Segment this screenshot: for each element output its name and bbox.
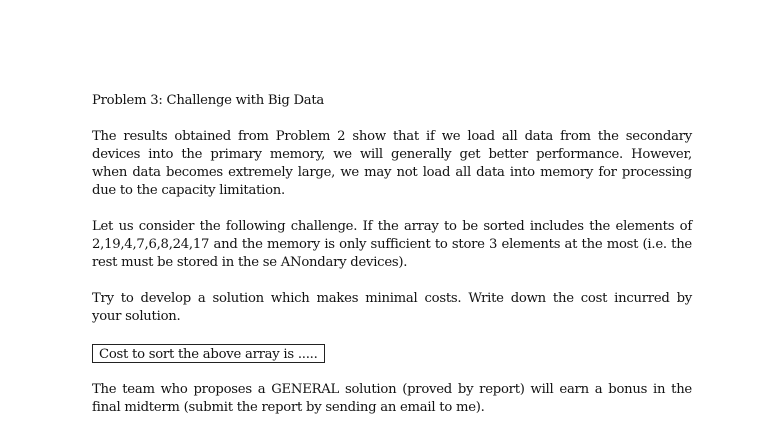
bonus-paragraph: [92, 381, 692, 417]
text-line: 2,19,4,7,6,8,24,17 and the memory is only sufficient to store 3 elements at the most (i.e. the: [92, 237, 692, 252]
text-line: final midterm (submit the report by sending an email to me).: [92, 400, 485, 415]
text-line: Let us consider the following challenge. If the array to be sorted includes the elements of: [92, 219, 692, 234]
text-line: The results obtained from Problem 2 show that if we load all data from the secondary: [92, 129, 692, 144]
text-line: rest must be stored in the se ANondary devices).: [92, 255, 408, 270]
text-line: devices into the primary memory, we will generally get better performance. However,: [92, 147, 692, 162]
text-line: due to the capacity limitation.: [92, 183, 285, 198]
challenge-paragraph: [92, 218, 692, 272]
intro-paragraph: [92, 128, 692, 200]
document-page: [92, 92, 692, 435]
text-line: when data becomes extremely large, we may not load all data into memory for processing: [92, 165, 692, 180]
task-paragraph: [92, 290, 692, 326]
text-line: your solution.: [92, 309, 181, 324]
cost-answer-box: Cost to sort the above array is .....: [92, 344, 325, 363]
problem-heading: Problem 3: Challenge with Big Data: [92, 93, 325, 108]
text-line: Try to develop a solution which makes minimal costs. Write down the cost incurred by: [92, 291, 692, 306]
text-line: The team who proposes a GENERAL solution (proved by report) will earn a bonus in the: [92, 382, 692, 397]
